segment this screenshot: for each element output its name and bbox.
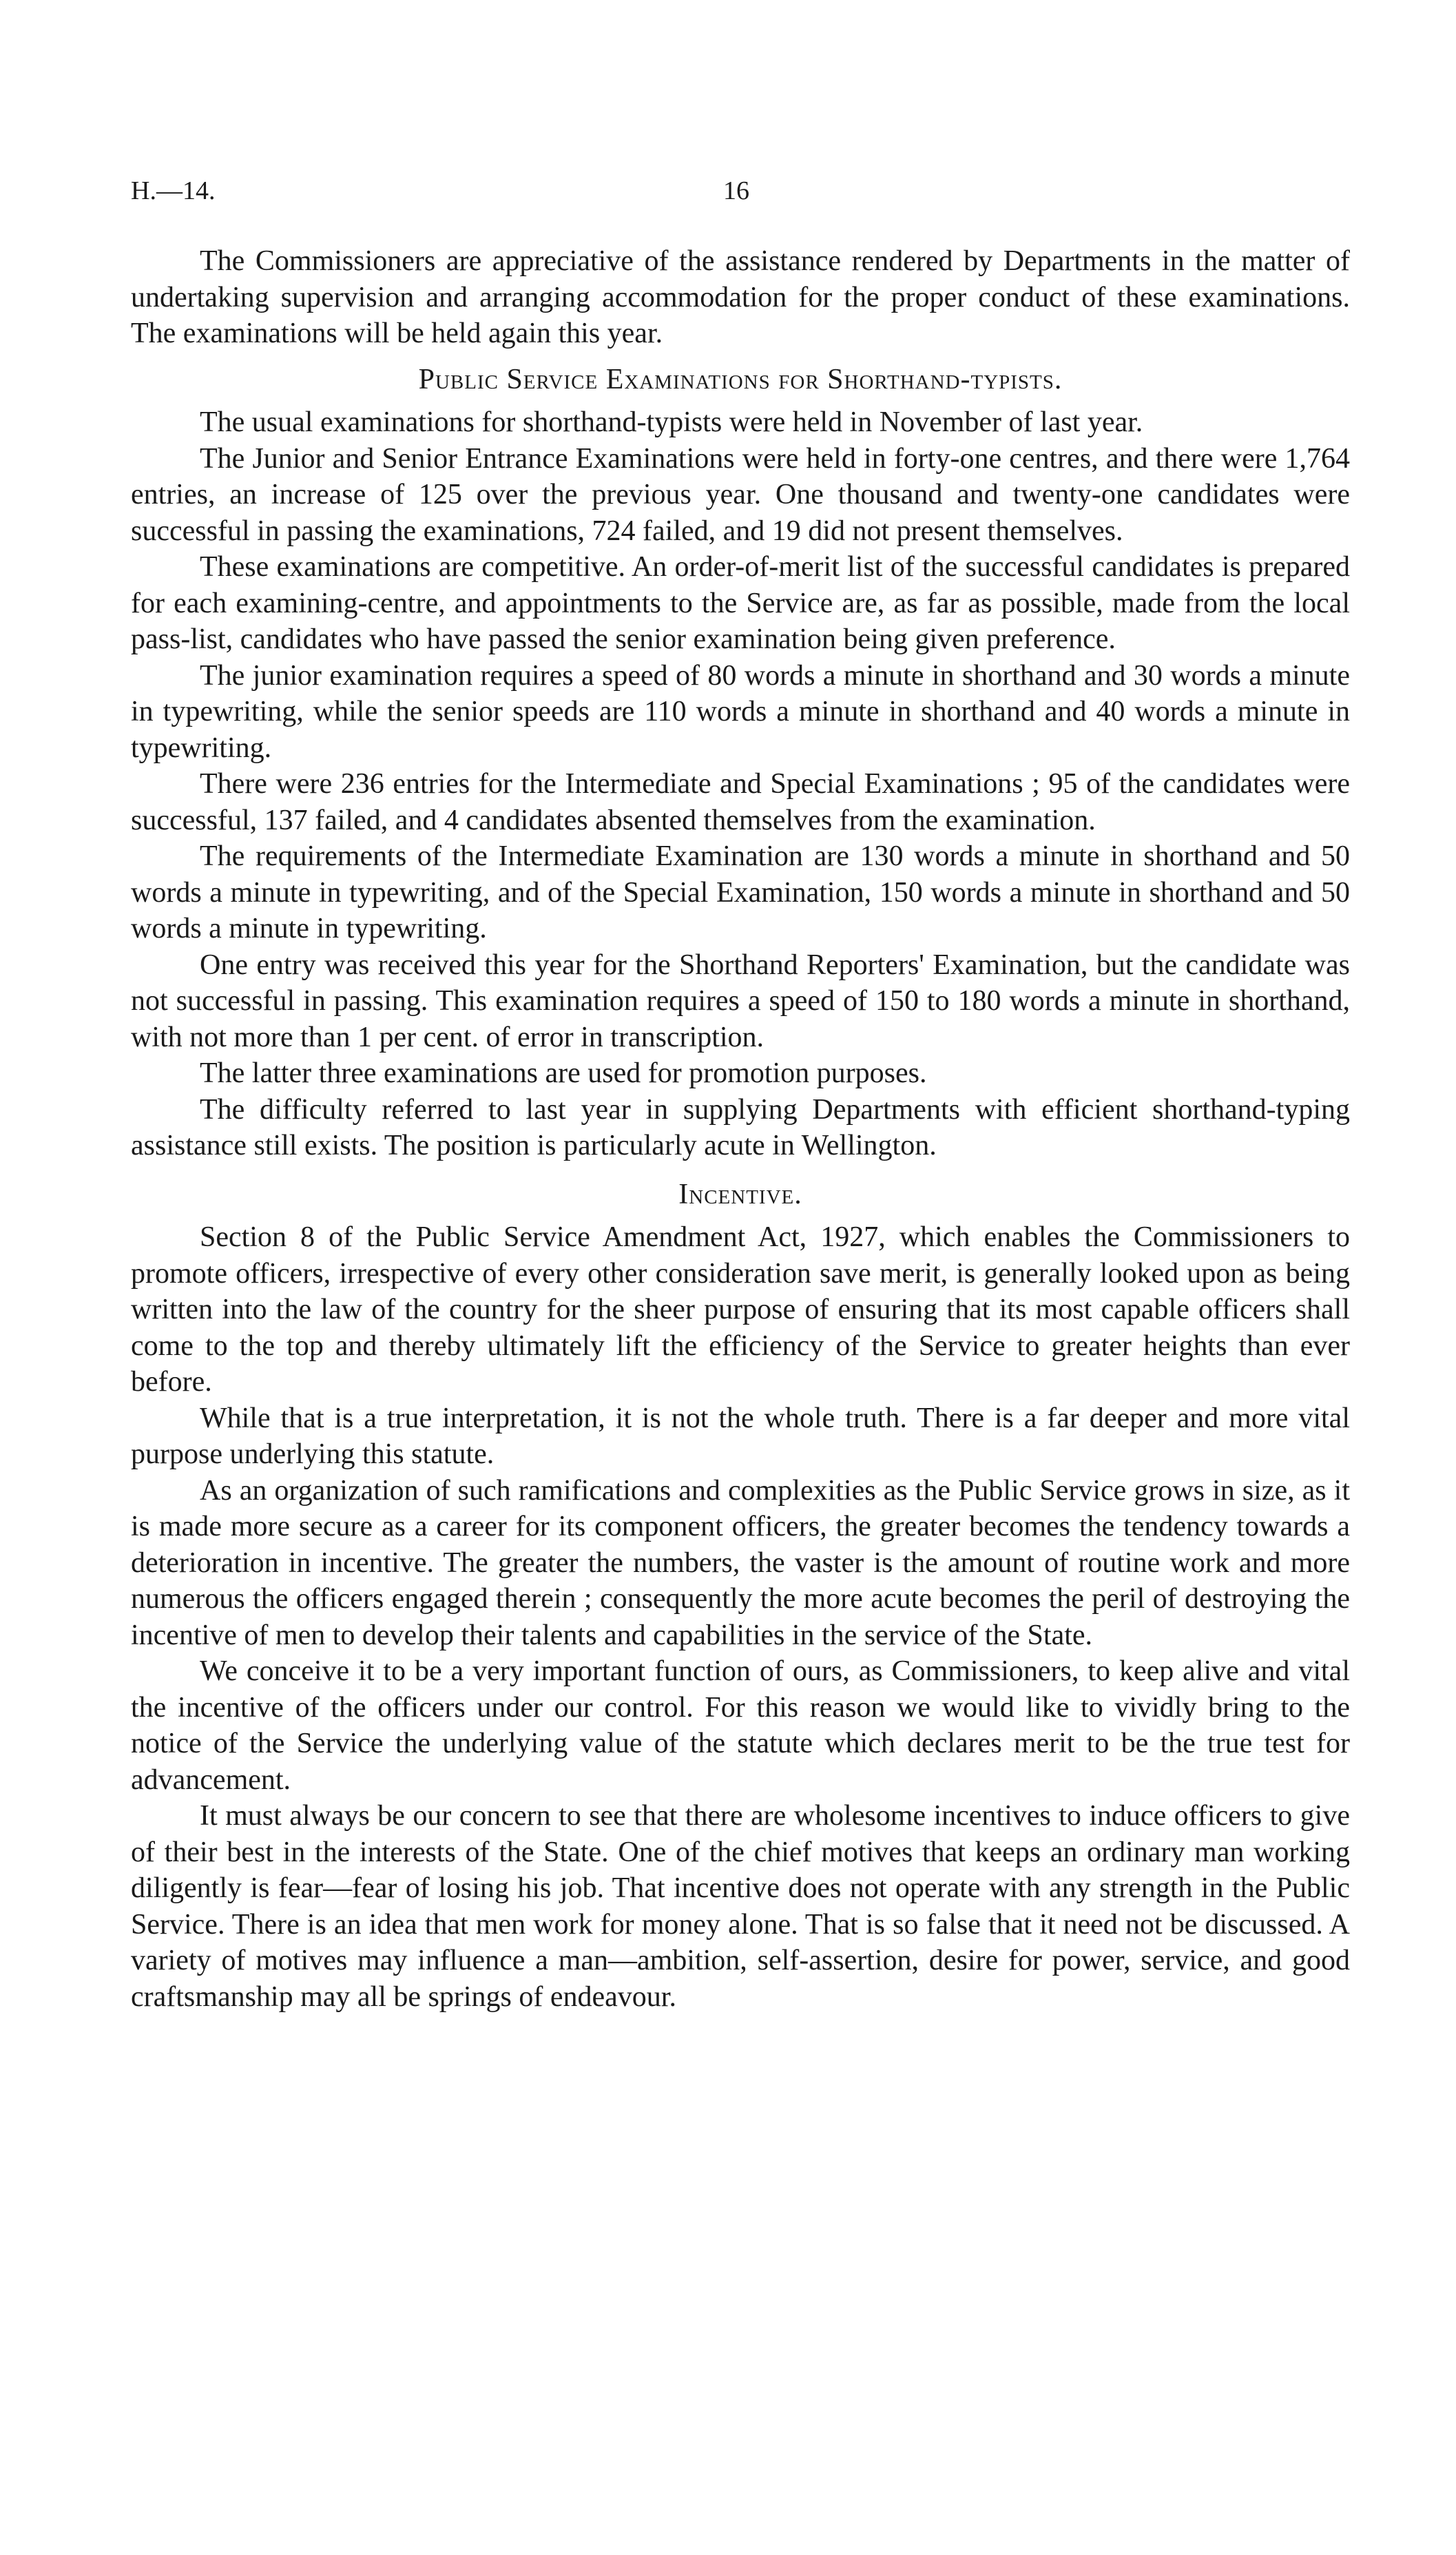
paragraph: The junior examination requires a speed of 80 words a minute in shorthand and 30 words a minute in typewriting, while the senior speeds are 110 words a minute in shorthand and 40 words a minute in typewriting. — [131, 659, 1350, 764]
document-reference: H.—14. — [131, 176, 216, 205]
paragraph: The Junior and Senior Entrance Examinations were held in forty-one centres, and there were 1,764 entries, an increase of 125 over the previous year. One thousand and twenty-one candidates were successful in passing the examinations, 724 failed, and 19 did not present themselves. — [131, 442, 1350, 547]
paragraph: These examinations are competitive. An order-of-merit list of the successful candidates is prepared for each examining-centre, and appointments to the Service are, as far as possible, made from the local pass-list, candidates who have passed the senior examination being given preference. — [131, 551, 1350, 655]
paragraph: The latter three examinations are used for promotion purposes. — [200, 1057, 927, 1089]
paragraph: We conceive it to be a very important function of ours, as Commissioners, to keep alive and vital the incentive of the officers under our control. For this reason we would like to vividly bring to the notice of the Service the underlying value of the statute which declares merit to be the true test for advancement. — [131, 1655, 1350, 1796]
page-header — [131, 176, 1350, 217]
section-heading-shorthand: Public Service Examinations for Shorthand-typists. — [418, 363, 1063, 395]
paragraph: The difficulty referred to last year in supplying Departments with efficient shorthand-typing assistance still exists. The position is particularly acute in Wellington. — [131, 1093, 1350, 1161]
page-number: 16 — [723, 176, 749, 205]
paragraph: The usual examinations for shorthand-typists were held in November of last year. — [200, 406, 1143, 438]
intro-paragraph: The Commissioners are appreciative of the assistance rendered by Departments in the matter of undertaking supervision and arranging accommodation for the proper conduct of these examinations. The examinations will be held again this year. — [131, 245, 1350, 349]
paragraph: It must always be our concern to see that there are wholesome incentives to induce officers to give of their best in the interests of the State. One of the chief motives that keeps an ordinary man working diligently is fear—fear of losing his job. That incentive does not operate with any strength in the Public Service. There is an idea that men work for money alone. That is so false that it need not be discussed. A variety of motives may influence a man—ambition, self-assertion, desire for power, service, and good craftsmanship may all be springs of endeavour. — [131, 1800, 1350, 2013]
paragraph: Section 8 of the Public Service Amendment Act, 1927, which enables the Commissioners to promote officers, irrespective of every other consideration save merit, is generally looked upon as being written into the law of the country for the sheer purpose of ensuring that its most capable officers shall come to the top and thereby ultimately lift the efficiency of the Service to greater heights than ever before. — [131, 1221, 1350, 1398]
paragraph: While that is a true interpretation, it is not the whole truth. There is a far deeper and more vital purpose underlying this statute. — [131, 1402, 1350, 1470]
paragraph: There were 236 entries for the Intermediate and Special Examinations ; 95 of the candidates were successful, 137 failed, and 4 candidates absented themselves from the examination. — [131, 768, 1350, 836]
paragraph: One entry was received this year for the Shorthand Reporters' Examination, but the candidate was not successful in passing. This examination requires a speed of 150 to 180 words a minute in shorthand, with not more than 1 per cent. of error in transcription. — [131, 949, 1350, 1053]
body-text — [131, 243, 1350, 2015]
paragraph: As an organization of such ramifications and complexities as the Public Service grows in size, as it is made more secure as a career for its component officers, the greater becomes the tendency towards a deterioration in incentive. The greater the numbers, the vaster is the amount of routine work and more numerous the officers engaged therein ; consequently the more acute becomes the peril of destroying the incentive of men to develop their talents and capabilities in the service of the State. — [131, 1474, 1350, 1651]
paragraph: The requirements of the Intermediate Examination are 130 words a minute in shorthand and 50 words a minute in typewriting, and of the Special Examination, 150 words a minute in shorthand and 50 words a minute in typewriting. — [131, 840, 1350, 944]
section-heading-incentive: Incentive. — [678, 1178, 802, 1210]
document-page — [131, 176, 1350, 2015]
